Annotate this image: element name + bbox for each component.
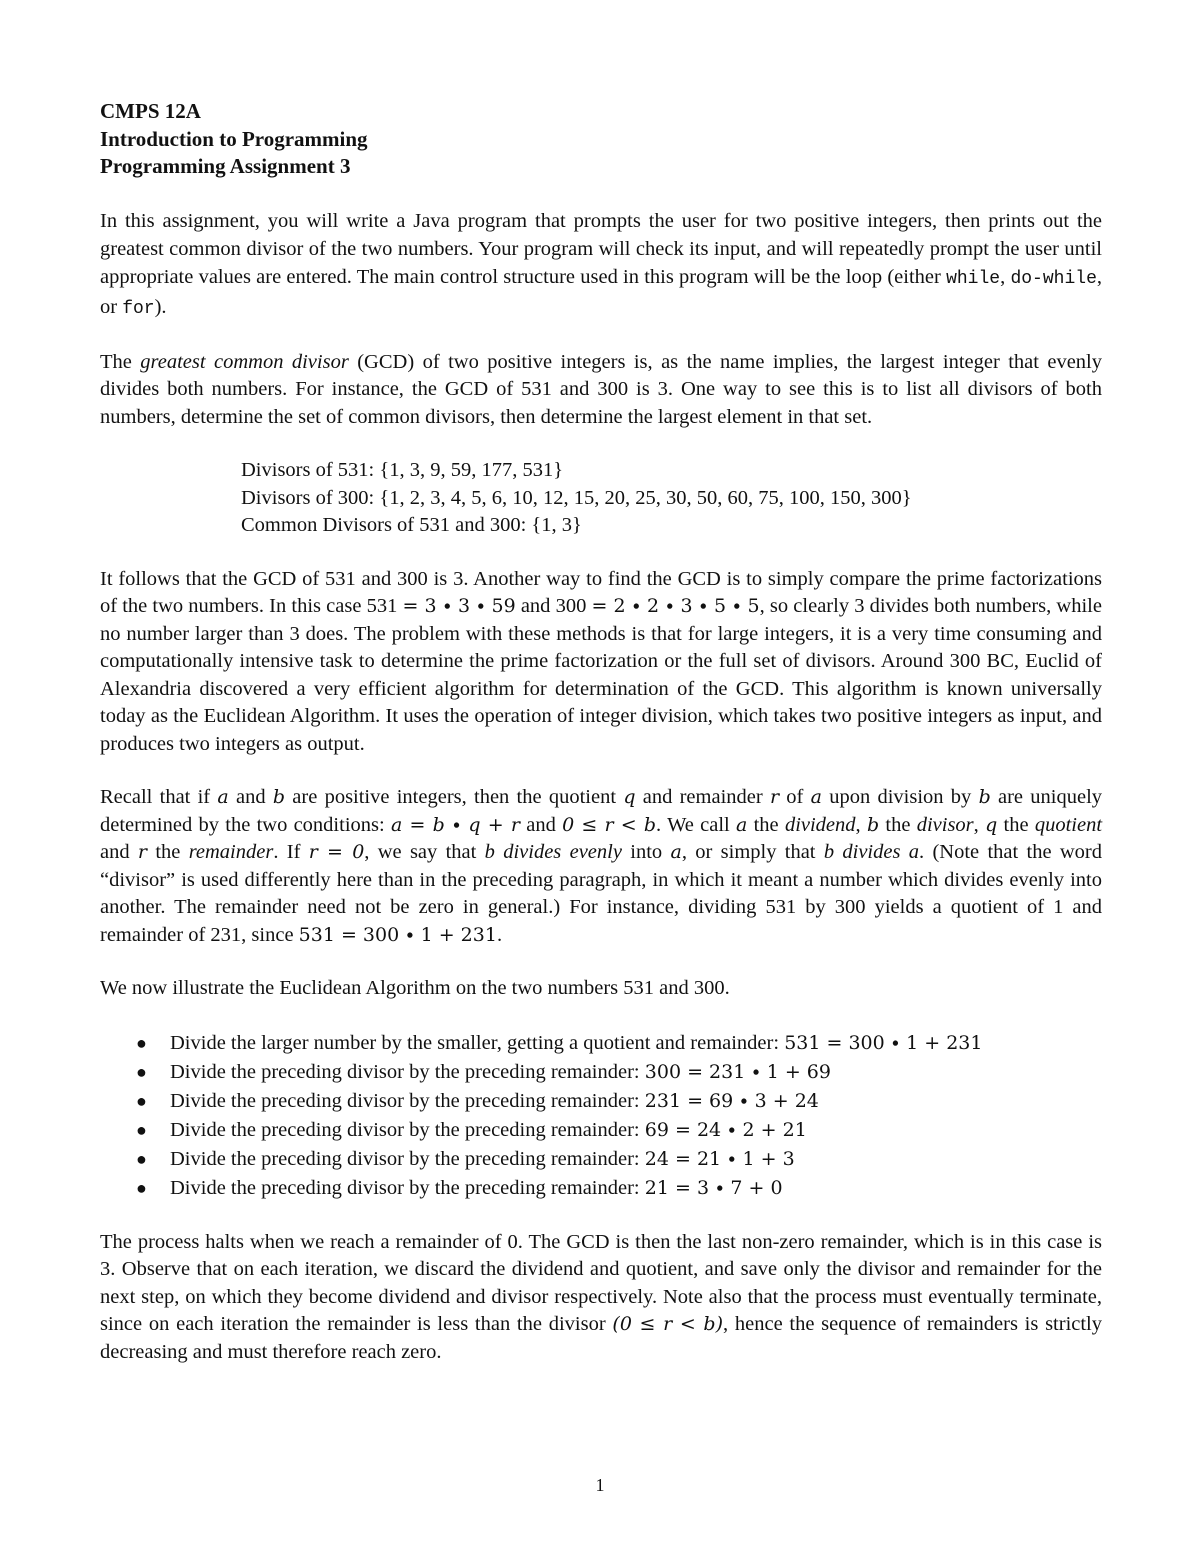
division-example: 531 = 300 ∙ 1 + 231 xyxy=(298,923,497,946)
page-number: 1 xyxy=(595,1475,605,1495)
common-divisors: Common Divisors of 531 and 300: {1, 3} xyxy=(241,514,582,536)
course-title: Introduction to Programming xyxy=(100,126,368,151)
bullet-icon: ● xyxy=(136,1032,147,1053)
bullet-icon: ● xyxy=(136,1061,147,1082)
bullet-icon: ● xyxy=(136,1119,147,1140)
condition-equation: a = b ∙ q + r xyxy=(390,813,520,836)
course-code: CMPS 12A xyxy=(100,99,201,123)
divisors-300: Divisors of 300: {1, 2, 3, 4, 5, 6, 10, 12, 15, 20, 25, 30, 50, 60, 75, 100, 150, 300} xyxy=(241,486,912,509)
assignment-title: Programming Assignment 3 xyxy=(100,154,351,178)
illustrate-line: We now illustrate the Euclidean Algorithm on the two numbers 531 and 300. xyxy=(100,977,730,999)
gcd-definition-paragraph: The greatest common divisor (GCD) of two positive integers is, as the name implies, the largest integer that evenly divides both numbers. For instance, the GCD of 531 and 300 is 3. One way to see this is to list all divisors of both numbers, determine the set of common divisors, then determine the largest element in that set. xyxy=(100,350,1103,428)
remainder-bound: (0 ≤ r < b) xyxy=(612,1313,724,1335)
list-item: ● Divide the preceding divisor by the preceding remainder: 69 = 24 ∙ 2 + 21 xyxy=(100,1116,1102,1145)
list-item: ● Divide the preceding divisor by the preceding remainder: 231 = 69 ∙ 3 + 24 xyxy=(100,1087,1102,1116)
document-page xyxy=(100,98,1102,1366)
divisors-531: Divisors of 531: {1, 3, 9, 59, 177, 531} xyxy=(241,459,564,481)
conclusion-paragraph: The process halts when we reach a remainder of 0. The GCD is then the last non-zero remainder, which is in this case is 3. Observe that on each iteration, we discard the dividend and quotient, and save only the divisor and remainder for the next step, on which they become dividend and divisor respectively. Note also that the process must eventually terminate, since on each iteration the remainder is less than the divisor (0 ≤ r < b), hence the sequence of remainders is strictly decreasing and must therefore reach zero. xyxy=(100,1230,1102,1363)
keyword-while: while xyxy=(946,268,1001,289)
list-item: ● Divide the preceding divisor by the preceding remainder: 21 = 3 ∙ 7 + 0 xyxy=(100,1174,1102,1203)
factorization-300: = 2 ∙ 2 ∙ 3 ∙ 5 ∙ 5 xyxy=(591,595,760,617)
bullet-icon: ● xyxy=(136,1148,147,1169)
intro-paragraph: In this assignment, you will write a Java program that prompts the user for two positive integers, then prints out the greatest common divisor of the two numbers. Your program will check its input, and will repeatedly prompt the user until appropriate values are entered. The main control structure used in this program will be the loop (either while, do-while, or for). xyxy=(100,209,1102,319)
condition-inequality: 0 ≤ r < b xyxy=(562,813,657,836)
term-gcd: greatest common divisor xyxy=(140,350,349,373)
list-item: ● Divide the preceding divisor by the preceding remainder: 24 = 21 ∙ 1 + 3 xyxy=(100,1145,1102,1174)
algorithm-steps-list xyxy=(100,1029,1102,1203)
division-definition-paragraph: Recall that if a and b are positive integers, then the quotient q and remainder r of a upon division by b are uniquely determined by the two conditions: a = b ∙ q + r and 0 ≤ r < b. We call a the dividend, b the divisor, q the quotient and r the remainder. If r = 0, we say that b divides evenly into a, or simply that b divides a. (Note that the word “divisor” is used differently here than in the preceding paragraph, in which it meant a number which divides evenly into another. The remainder need not be zero in general.) For instance, dividing 531 by 300 yields a quotient of 1 and remainder of 231, since 531 = 300 ∙ 1 + 231. xyxy=(100,786,1103,946)
list-item: ● Divide the preceding divisor by the preceding remainder: 300 = 231 ∙ 1 + 69 xyxy=(100,1058,1102,1087)
keyword-for: for xyxy=(122,298,155,319)
factorization-531: = 3 ∙ 3 ∙ 59 xyxy=(402,595,516,617)
bullet-icon: ● xyxy=(136,1090,147,1111)
divisors-list xyxy=(241,457,1102,540)
keyword-do-while: do-while xyxy=(1010,268,1097,289)
prime-factorization-paragraph: It follows that the GCD of 531 and 300 is 3. Another way to find the GCD is to simply compare the prime factorizations of the two numbers. In this case 531 = 3 ∙ 3 ∙ 59 and 300 = 2 ∙ 2 ∙ 3 ∙ 5 ∙ 5, so clearly 3 divides both numbers, while no number larger than 3 does. The problem with these methods is that for large integers, it is a very time consuming and computationally intensive task to determine the prime factorization or the full set of divisors. Around 300 BC, Euclid of Alexandria discovered a very efficient algorithm for determination of the GCD. This algorithm is known universally today as the Euclidean Algorithm. It uses the operation of integer division, which takes two positive integers as input, and produces two integers as output. xyxy=(100,567,1102,755)
list-item: ● Divide the larger number by the smaller, getting a quotient and remainder: 531 = 300 ∙ 1 + 231 xyxy=(100,1029,1102,1058)
bullet-icon: ● xyxy=(136,1177,147,1198)
